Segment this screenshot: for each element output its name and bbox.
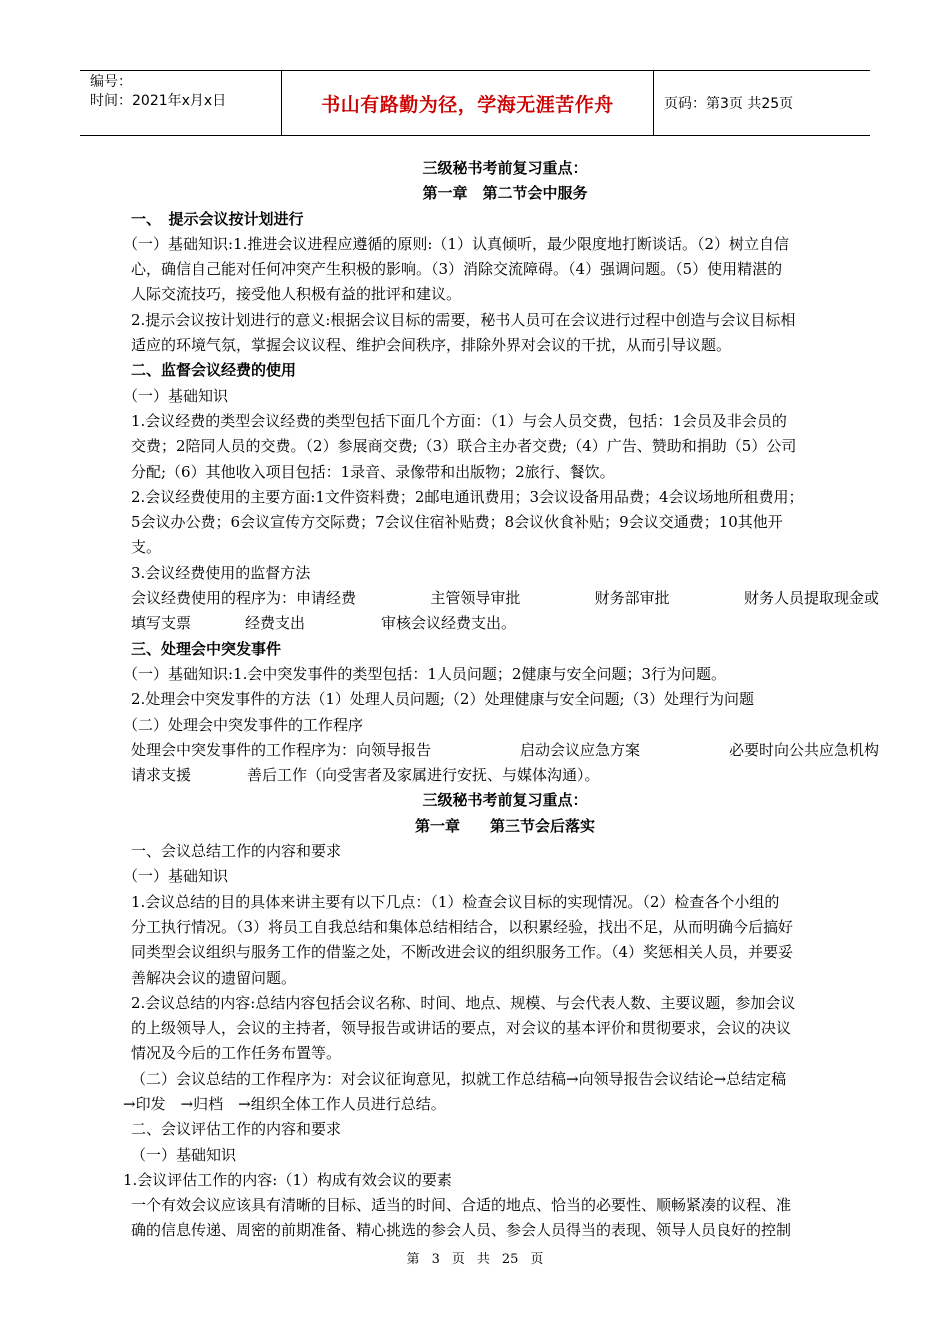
body-line: 同类型会议组织与服务工作的借鉴之处，不断改进会议的组织服务工作。（4）奖惩相关人员，并要妥 [131, 943, 794, 962]
flow-step: 财务部审批 [594, 589, 670, 608]
document-body [123, 156, 879, 1269]
body-line: 确的信息传递、周密的前期准备、精心挑选的参会人员、参会人员得当的表现、领导人员良好的控制 [131, 1221, 792, 1240]
body-line: →印发 →归档 →组织全体工作人员进行总结。 [123, 1094, 446, 1113]
section-heading: 二、监督会议经费的使用 [131, 361, 297, 380]
page-header [80, 70, 870, 136]
flow-step: 请求支援 [131, 766, 192, 785]
chapter-heading: 第一章 第三节会后落实 [414, 816, 595, 835]
body-line: 情况及今后的工作任务布置等。 [131, 1044, 342, 1063]
header-meta [80, 71, 281, 135]
body-line: 5会议办公费；6会议宣传方交际费；7会议住宿补贴费；8会议伙食补贴；9会议交通费；10其他开 [131, 513, 783, 532]
header-number-label: 编号： [90, 74, 132, 90]
doc-title: 三级秘书考前复习重点： [422, 159, 588, 177]
body-line: （二）会议总结的工作程序为：对会议征询意见，拟就工作总结稿→向领导报告会议结论→总结定稿 [131, 1069, 787, 1088]
header-date-label: 时间：2021年x月x日 [90, 93, 227, 109]
flow-step: 经费支出 [245, 614, 306, 633]
body-line: 适应的环境气氛，掌握会议议程、维护会间秩序，排除外界对会议的干扰，从而引导议题。 [131, 336, 732, 355]
flow-step: 主管领导审批 [430, 589, 521, 608]
page-footer [0, 1248, 950, 1267]
flow-line [131, 586, 879, 611]
flow-line [131, 738, 879, 763]
footer-gong: 共 [476, 1252, 490, 1267]
body-line: （一）基础知识 [123, 867, 229, 886]
section-heading: （一）基础知识 [131, 1145, 237, 1164]
footer-ye: 页 [530, 1252, 544, 1267]
flow-step: 启动会议应急方案 [519, 740, 640, 759]
flow-step: 填写支票 [131, 614, 192, 633]
body-line: 善解决会议的遗留问题。 [131, 968, 297, 987]
body-line: 3.会议经费使用的监督方法 [131, 563, 311, 582]
flow-step: 处理会中突发事件的工作程序为：向领导报告 [131, 740, 432, 759]
flow-line [131, 611, 879, 636]
flow-step: 必要时向公共应急机构 [728, 740, 879, 759]
doc-title: 三级秘书考前复习重点： [422, 791, 588, 810]
flow-step: 善后工作（向受害者及家属进行安抚、与媒体沟通）。 [247, 766, 600, 785]
flow-step: 审核会议经费支出。 [381, 614, 517, 633]
footer-current-page: 3 [431, 1252, 440, 1267]
header-page-label: 页码：第3页 共25页 [664, 96, 794, 112]
body-line: （一）基础知识:1.会中突发事件的类型包括：1人员问题；2健康与安全问题；3行为问题。 [123, 664, 726, 683]
body-line: 交费；2陪同人员的交费。（2）参展商交费;（3）联合主办者交费;（4）广告、赞助和捐助（5）公司 [131, 437, 797, 456]
body-line: 人际交流技巧，接受他人积极有益的批评和建议。 [131, 285, 462, 304]
body-line: 分工执行情况。（3）将员工自我总结和集体总结相结合，以积累经验，找出不足，从而明确今后搞好 [131, 917, 794, 936]
section-heading: 一、 提示会议按计划进行 [131, 209, 304, 228]
body-line: 的上级领导人，会议的主持者，领导报告或讲话的要点，对会议的基本评价和贯彻要求，会议的决议 [131, 1019, 792, 1038]
body-line: （一）基础知识:1.推进会议进程应遵循的原则:（1）认真倾听，最少限度地打断谈话。（2）树立自信 [123, 234, 790, 253]
body-line: 一个有效会议应该具有清晰的目标、适当的时间、合适的地点、恰当的必要性、顺畅紧凑的议程、准 [131, 1196, 792, 1215]
section-heading: 三、处理会中突发事件 [131, 639, 282, 658]
chapter-heading: 第一章 第二节会中服务 [422, 184, 588, 203]
body-line: 心，确信自己能对任何冲突产生积极的影响。（3）消除交流障碍。（4）强调问题。（5）使用精湛的 [131, 260, 783, 279]
body-line: （一）基础知识 [123, 386, 229, 405]
body-line: 分配;（6）其他收入项目包括：1录音、录像带和出版物；2旅行、餐饮。 [131, 462, 615, 481]
header-motto: 书山有路勤为径，学海无涯苦作舟 [281, 71, 654, 135]
body-line: 2.会议总结的内容:总结内容包括会议名称、时间、地点、规模、与会代表人数、主要议题，参加会议 [131, 993, 796, 1012]
body-line: 二、会议评估工作的内容和要求 [131, 1120, 342, 1139]
footer-ye: 页 [451, 1252, 465, 1267]
flow-line [131, 763, 879, 788]
body-line: 2.处理会中突发事件的方法（1）处理人员问题;（2）处理健康与安全问题;（3）处理行为问题 [131, 690, 755, 709]
footer-di: 第 [406, 1252, 420, 1267]
body-line: 1.会议经费的类型会议经费的类型包括下面几个方面：（1）与会人员交费，包括：1会员及非会员的 [131, 411, 787, 430]
section-heading: 一、会议总结工作的内容和要求 [131, 842, 342, 861]
body-line: （二）处理会中突发事件的工作程序 [123, 715, 364, 734]
body-line: 1.会议评估工作的内容:（1）构成有效会议的要素 [123, 1170, 452, 1189]
body-line: 2.会议经费使用的主要方面:1文件资料费；2邮电通讯费用；3会议设备用品费；4会议场地所租费用； [131, 487, 804, 506]
flow-step: 会议经费使用的程序为：申请经费 [131, 589, 357, 608]
flow-step: 财务人员提取现金或 [743, 589, 879, 608]
body-line: 支。 [131, 538, 162, 557]
footer-total-pages: 25 [501, 1252, 519, 1267]
body-line: 1.会议总结的目的具体来讲主要有以下几点：（1）检查会议目标的实现情况。（2）检查各个小组的 [131, 892, 780, 911]
body-line: 2.提示会议按计划进行的意义:根据会议目标的需要，秘书人员可在会议进行过程中创造与会议目标相 [131, 310, 796, 329]
